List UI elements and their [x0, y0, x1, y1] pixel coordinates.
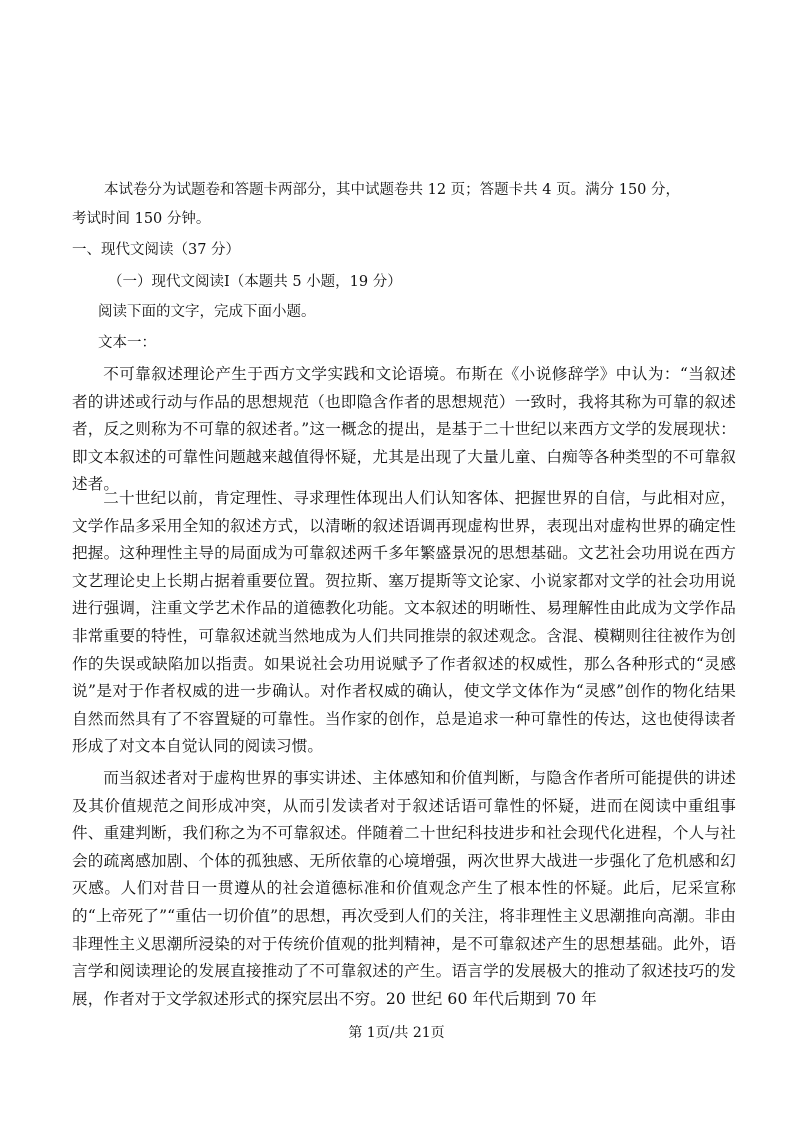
section-subheading: （一）现代文阅读Ⅰ（本题共 5 小题，19 分）	[108, 274, 402, 290]
paragraph-2: 二十世纪以前，肯定理性、寻求理性体现出人们认知客体、把握世界的自信，与此相对应，文学作品多采用全知的叙述方式，以清晰的叙述语调再现虚构世界，表现出对虚构世界的确定性把握。这种理性主导的局面成为可靠叙述两千多年繁盛景况的思想基础。文艺社会功用说在西方文艺理论史上长期占据着重要位置。贺拉斯、塞万提斯等文论家、小说家都对文学的社会功用说进行强调，注重文学艺术作品的道德教化功能。文本叙述的明晰性、易理解性由此成为文学作品非常重要的特性，可靠叙述就当然地成为人们共同推崇的叙述观念。含混、模糊则往往被作为创作的失误或缺陷加以指责。如果说社会功用说赋予了作者叙述的权威性，那么各种形式的“灵感说”是对于作者权威的进一步确认。对作者权威的确认，使文学文体作为“灵感”创作的物化结果自然而然具有了不容置疑的可靠性。当作家的创作，总是追求一种可靠性的传达，这也使得读者形成了对文本自觉认同的阅读习惯。	[72, 489, 736, 756]
text-label: 文本一：	[98, 335, 156, 351]
paragraph-3: 而当叙述者对于虚构世界的事实讲述、主体感知和价值判断，与隐含作者所可能提供的讲述及其价值规范之间形成冲突，从而引发读者对于叙述话语可靠性的怀疑，进而在阅读中重组事件、重建判断，我们称之为不可靠叙述。伴随着二十世纪科技进步和社会现代化进程，个人与社会的疏离感加剧、个体的孤独感、无所依靠的心境增强，两次世界大战进一步强化了危机感和幻灭感。人们对昔日一贯遵从的社会道德标准和价值观念产生了根本性的怀疑。此后，尼采宣称的“上帝死了”“重估一切价值”的思想，再次受到人们的关注，将非理性主义思潮推向高潮。非由非理性主义思潮所浸染的对于传统价值观的批判精神，是不可靠叙述产生的思想基础。此外，语言学和阅读理论的发展直接推动了不可靠叙述的产生。语言学的发展极大的推动了叙述技巧的发展，作者对于文学叙述形式的探究层出不穷。20 世纪 60 年代后期到 70 年	[72, 769, 736, 1008]
section-heading: 一、现代文阅读（37 分）	[72, 242, 241, 258]
intro-line-2: 考试时间 150 分钟。	[72, 211, 211, 227]
paragraph-1: 不可靠叙述理论产生于西方文学实践和文论语境。布斯在《小说修辞学》中认为：“当叙述者的讲述或行动与作品的思想规范（也即隐含作者的思想规范）一致时，我将其称为可靠的叙述者，反之则称为不可靠的叙述者。”这一概念的提出，是基于二十世纪以来西方文学的发展现状：即文本叙述的可靠性问题越来越值得怀疑，尤其是出现了大量儿童、白痴等各种类型的不可靠叙述者。	[72, 365, 736, 494]
page-number-footer: 第 1页/共 21页	[348, 1025, 445, 1041]
intro-line-1: 本试卷分为试题卷和答题卡两部分，其中试题卷共 12 页；答题卡共 4 页。满分 150 分，	[104, 182, 681, 198]
reading-instruction: 阅读下面的文字，完成下面小题。	[98, 304, 316, 320]
